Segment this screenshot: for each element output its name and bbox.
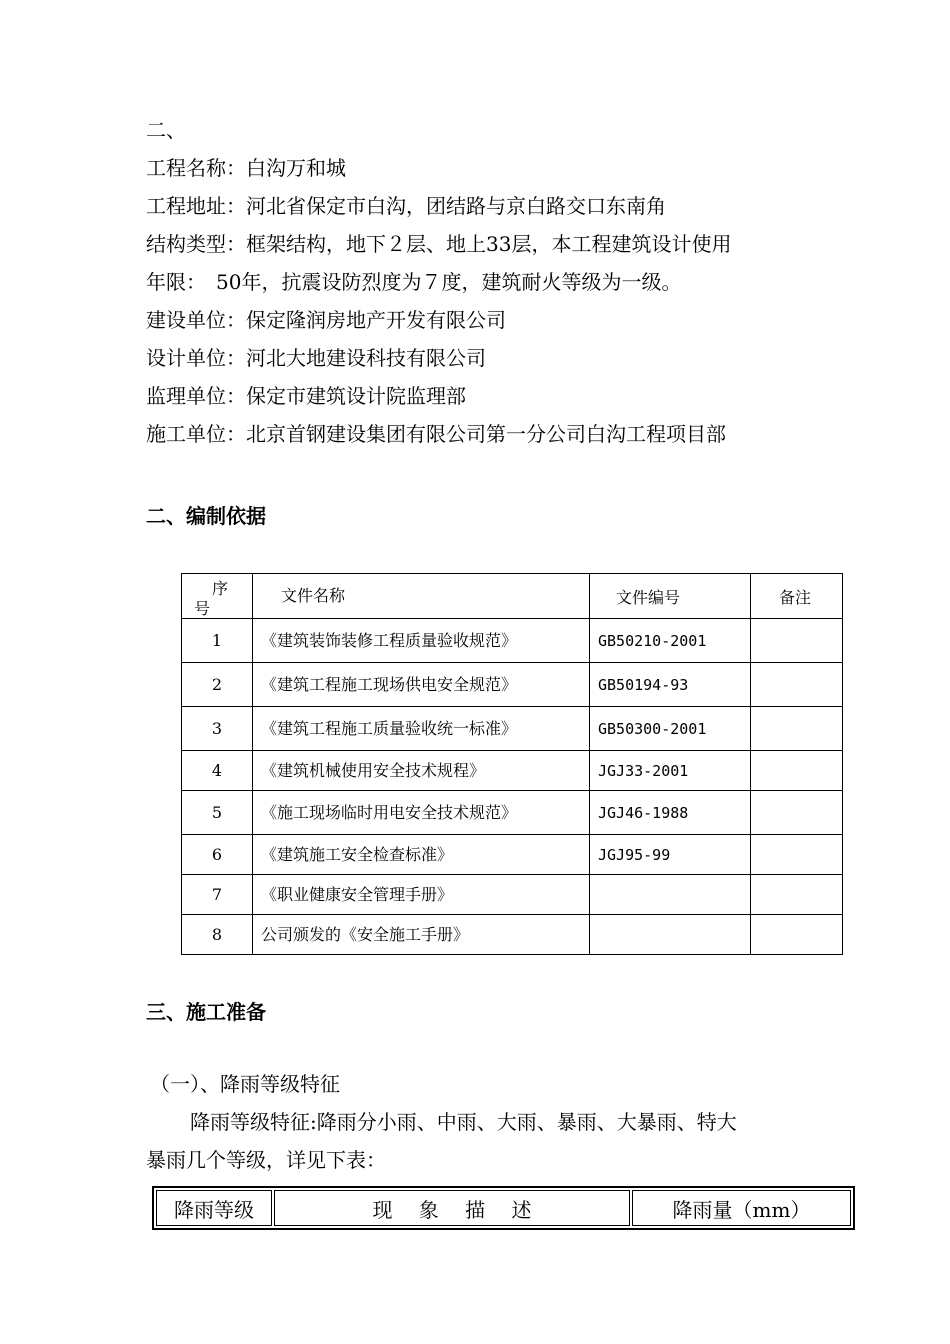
row-no: 5 (182, 791, 253, 835)
row-note (751, 707, 843, 751)
row-code: JGJ33-2001 (590, 751, 751, 791)
design-unit: 设计单位：河北大地建设科技有限公司 (146, 346, 486, 370)
construction-unit: 施工单位：北京首钢建设集团有限公司第一分公司白沟工程项目部 (146, 422, 726, 446)
table-row (182, 915, 843, 955)
table-row (182, 835, 843, 875)
row-name: 《建筑机械使用安全技术规程》 (253, 751, 590, 791)
rain-col-level: 降雨等级 (156, 1190, 272, 1226)
row-note (751, 619, 843, 663)
row-note (751, 791, 843, 835)
header-no (182, 574, 253, 619)
row-code: GB50194-93 (590, 663, 751, 707)
header-code: 文件编号 (590, 574, 751, 619)
rain-paragraph-line1: 降雨等级特征:降雨分小雨、中雨、大雨、暴雨、大暴雨、特大 (190, 1110, 737, 1134)
row-note (751, 875, 843, 915)
table-row (182, 751, 843, 791)
structure-type-line2: 年限： 50年，抗震设防烈度为７度，建筑耐火等级为一级。 (146, 270, 682, 294)
row-code (590, 915, 751, 955)
row-no: 7 (182, 875, 253, 915)
table-row (182, 663, 843, 707)
section-mark: 二、 (146, 118, 186, 142)
row-code: GB50300-2001 (590, 707, 751, 751)
owner-unit: 建设单位：保定隆润房地产开发有限公司 (146, 308, 506, 332)
basis-heading: 二、编制依据 (146, 504, 266, 528)
row-no: 1 (182, 619, 253, 663)
header-name: 文件名称 (253, 574, 590, 619)
row-code: JGJ95-99 (590, 835, 751, 875)
row-note (751, 663, 843, 707)
structure-type-line1: 结构类型：框架结构，地下２层、地上33层，本工程建筑设计使用 (146, 232, 732, 256)
row-name: 《建筑工程施工现场供电安全规范》 (253, 663, 590, 707)
row-code (590, 875, 751, 915)
row-name: 《建筑工程施工质量验收统一标准》 (253, 707, 590, 751)
prep-heading: 三、施工准备 (146, 1000, 266, 1024)
table-row (182, 875, 843, 915)
rain-col-amount: 降雨量（mm） (632, 1190, 851, 1226)
row-no: 3 (182, 707, 253, 751)
row-code: JGJ46-1988 (590, 791, 751, 835)
table-row (182, 619, 843, 663)
row-name: 《职业健康安全管理手册》 (253, 875, 590, 915)
table-row (182, 707, 843, 751)
reference-table (181, 573, 843, 955)
rain-sub-heading: （一）、降雨等级特征 (150, 1072, 340, 1096)
row-no: 6 (182, 835, 253, 875)
row-no: 8 (182, 915, 253, 955)
header-no-part1: 序 (212, 579, 229, 598)
row-no: 4 (182, 751, 253, 791)
row-note (751, 835, 843, 875)
row-note (751, 915, 843, 955)
supervision-unit: 监理单位：保定市建筑设计院监理部 (146, 384, 466, 408)
row-code: GB50210-2001 (590, 619, 751, 663)
header-note: 备注 (751, 574, 843, 619)
row-name: 公司颁发的《安全施工手册》 (253, 915, 590, 955)
row-note (751, 751, 843, 791)
table-header-row (182, 574, 843, 619)
rain-level-table (152, 1186, 855, 1230)
header-no-part2: 号 (194, 599, 211, 618)
project-address: 工程地址：河北省保定市白沟，团结路与京白路交口东南角 (146, 194, 666, 218)
rain-col-description: 现 象 描 述 (274, 1190, 630, 1226)
row-name: 《建筑装饰装修工程质量验收规范》 (253, 619, 590, 663)
row-name: 《建筑施工安全检查标准》 (253, 835, 590, 875)
rain-paragraph-line2: 暴雨几个等级，详见下表： (146, 1148, 386, 1172)
row-no: 2 (182, 663, 253, 707)
table-row (182, 791, 843, 835)
project-name: 工程名称：白沟万和城 (146, 156, 346, 180)
rain-table-header-row (156, 1190, 851, 1226)
row-name: 《施工现场临时用电安全技术规范》 (253, 791, 590, 835)
